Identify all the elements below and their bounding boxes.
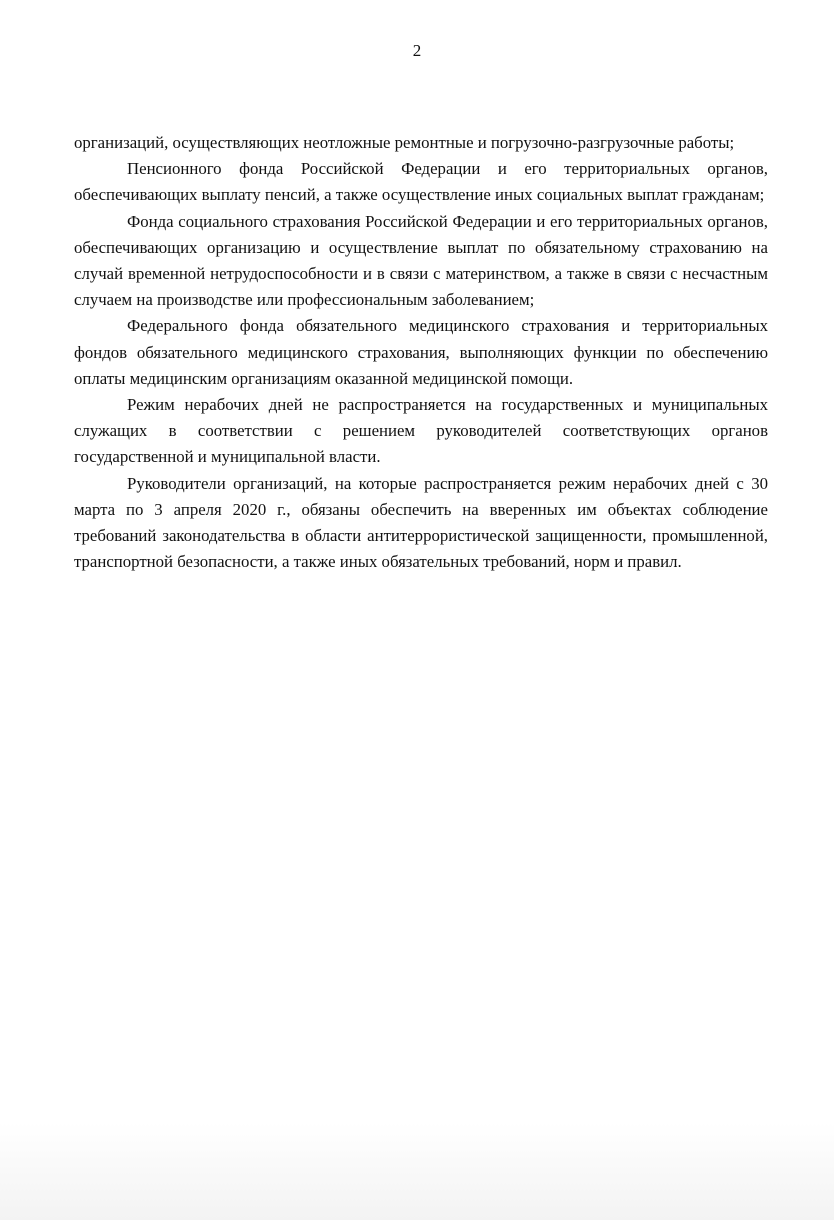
page-number: 2 (412, 41, 422, 60)
paragraph-social-insurance-fund: Фонда социального страхования Российской Федерации и его территориальных органов, обеспечивающих организацию и осуществление выплат по обязательному страхованию на случай временной нетрудоспособности и в связи с материнством, а также в связи с несчастным случаем на производстве или профессиональным заболеванием; (74, 211, 768, 310)
paragraph-managers-obligations: Руководители организаций, на которые распространяется режим нерабочих дней с 30 марта по 3 апреля 2020 г., обязаны обеспечить на вверенных им объектах соблюдение требований законодательства в области антитеррористической защищенности, промышленной, транспортной безопасности, а также иных обязательных требований, норм и правил. (74, 473, 768, 572)
paragraph-organizations-repair-works: организаций, осуществляющих неотложные ремонтные и погрузочно-разгрузочные работы; (74, 133, 735, 152)
paragraph-civil-servants-exception: Режим нерабочих дней не распространяется на государственных и муниципальных служащих в соответствии с решением руководителей соответствующих органов государственной и муниципальной власти. (74, 395, 768, 467)
document-body (74, 130, 768, 575)
paragraph-pension-fund: Пенсионного фонда Российской Федерации и его территориальных органов, обеспечивающих выплату пенсий, а также осуществление иных социальных выплат гражданам; (74, 159, 768, 205)
paragraph-medical-insurance-fund: Федерального фонда обязательного медицинского страхования и территориальных фондов обязательного медицинского страхования, выполняющих функции по обеспечению оплаты медицинским организациям оказанной медицинской помощи. (74, 316, 768, 388)
